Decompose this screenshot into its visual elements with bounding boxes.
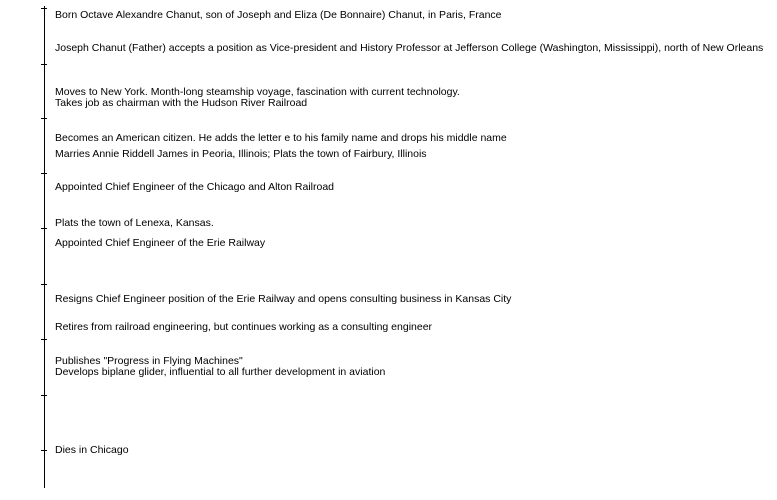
timeline-event-label: Takes job as chairman with the Hudson River Railroad: [55, 97, 308, 109]
decade-tick: [41, 118, 47, 119]
decade-tick: [41, 64, 47, 65]
timeline-event-label: Appointed Chief Engineer of the Chicago and Alton Railroad: [55, 181, 335, 193]
decade-tick: [41, 450, 47, 451]
timeline-axis: [44, 6, 45, 488]
timeline-event-label: Plats the town of Lenexa, Kansas.: [55, 217, 214, 229]
decade-tick: [41, 395, 47, 396]
timeline-event-label: Resigns Chief Engineer position of the Erie Railway and opens consulting business in Kansas City: [55, 293, 512, 305]
decade-tick: [41, 339, 47, 340]
timeline-event-label: Retires from railroad engineering, but continues working as a consulting engineer: [55, 321, 433, 333]
timeline-event-label: Dies in Chicago: [55, 444, 129, 456]
decade-tick: [41, 228, 47, 229]
decade-tick: [41, 173, 47, 174]
timeline-event-label: Moves to New York. Month-long steamship voyage, fascination with current technology.: [55, 86, 460, 98]
timeline-event-label: Marries Annie Riddell James in Peoria, Illinois; Plats the town of Fairbury, Illinois: [55, 148, 427, 160]
timeline-event-label: Becomes an American citizen. He adds the letter e to his family name and drops his middle name: [55, 132, 507, 144]
timeline-event-label: Publishes "Progress in Flying Machines": [55, 355, 243, 367]
timeline-event-label: Joseph Chanut (Father) accepts a position as Vice-president and History Professor at Jefferson College (Washington, Mississippi), north of New Orleans: [55, 42, 764, 54]
timeline-event-label: Appointed Chief Engineer of the Erie Railway: [55, 237, 266, 249]
decade-tick: [41, 284, 47, 285]
decade-tick: [41, 8, 47, 9]
timeline-event-label: Develops biplane glider, influential to all further development in aviation: [55, 366, 386, 378]
timeline-event-label: Born Octave Alexandre Chanut, son of Joseph and Eliza (De Bonnaire) Chanut, in Paris, France: [55, 9, 502, 21]
